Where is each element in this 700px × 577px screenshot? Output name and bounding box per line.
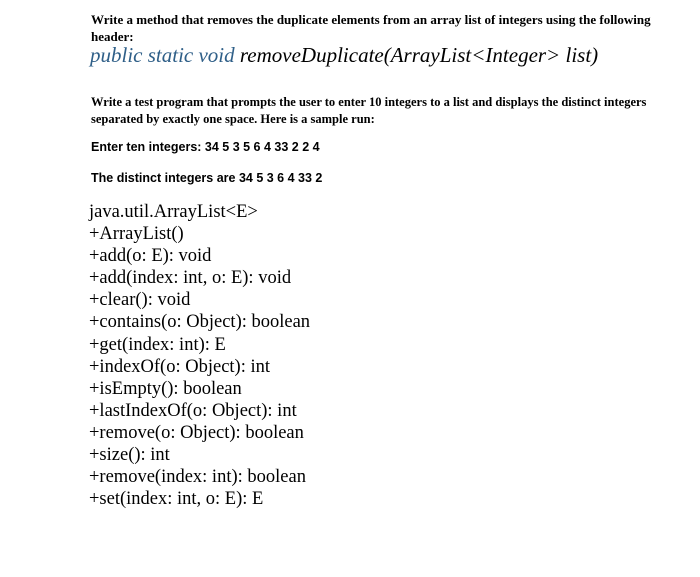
uml-member: +lastIndexOf(o: Object): int <box>89 400 297 421</box>
uml-member: +get(index: int): E <box>89 334 226 355</box>
problem-intro: Write a method that removes the duplicate elements from an array list of integers using the following header: <box>91 12 651 44</box>
uml-member: +remove(index: int): boolean <box>89 467 306 488</box>
sample-run-input: Enter ten integers: 34 5 3 5 6 4 33 2 2 4 <box>91 140 320 154</box>
uml-member: +contains(o: Object): boolean <box>89 312 311 333</box>
uml-member: +indexOf(o: Object): int <box>89 356 270 377</box>
test-program-description: Write a test program that prompts the user to enter 10 integers to a list and displays the distinct integers separated by exactly one space. Here is a sample run: <box>91 95 647 126</box>
uml-member: +add(o: E): void <box>89 246 212 267</box>
uml-member: +add(index: int, o: E): void <box>89 268 292 289</box>
method-header-keywords: public static void <box>90 43 235 67</box>
uml-member: +size(): int <box>89 445 170 466</box>
uml-member: +clear(): void <box>89 290 191 311</box>
uml-class-name: java.util.ArrayList<E> <box>89 202 258 222</box>
uml-member: +set(index: int, o: E): E <box>89 489 264 510</box>
method-header-signature: removeDuplicate(ArrayList<Integer> list) <box>239 43 599 67</box>
method-header <box>90 42 598 68</box>
arraylist-uml <box>89 201 310 510</box>
sample-run-output: The distinct integers are 34 5 3 6 4 33 2 <box>91 171 323 185</box>
uml-member: +ArrayList() <box>89 224 184 245</box>
uml-member: +remove(o: Object): boolean <box>89 422 304 443</box>
uml-member: +isEmpty(): boolean <box>89 378 242 399</box>
